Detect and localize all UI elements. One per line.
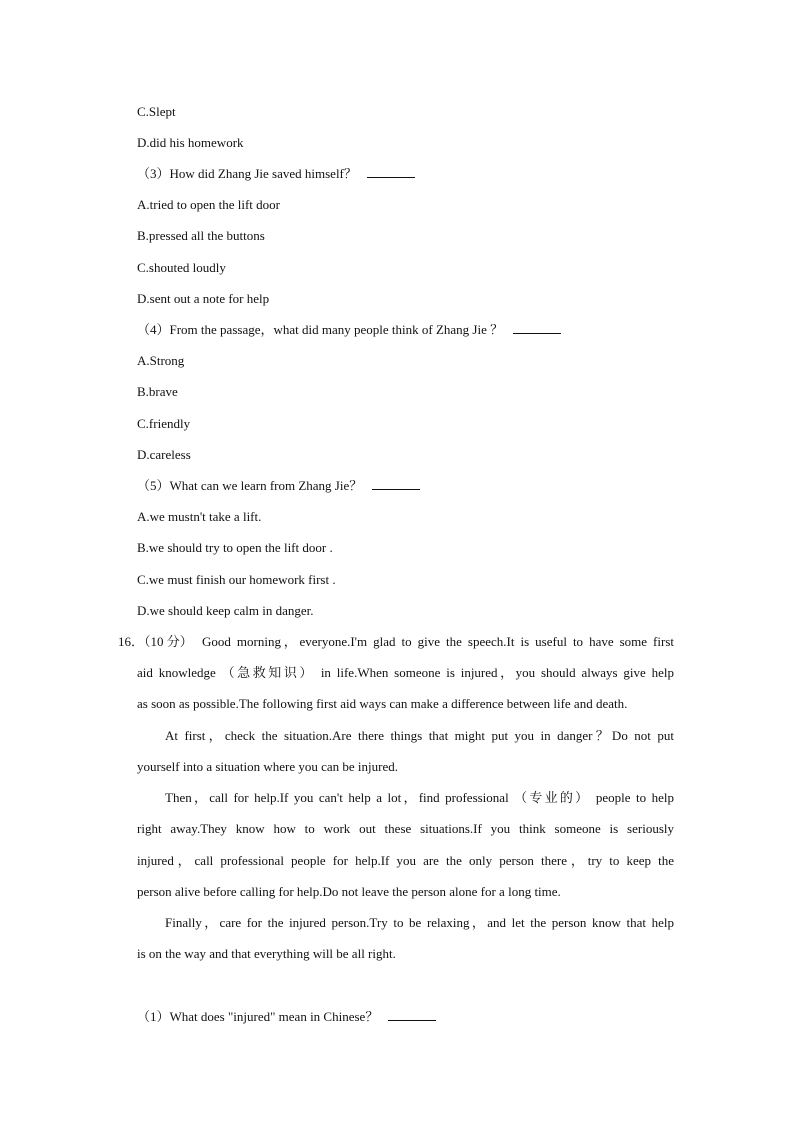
question-line <box>137 322 561 338</box>
answer-blank <box>372 478 420 490</box>
answer-blank <box>367 166 415 178</box>
question-line <box>137 1009 436 1025</box>
option-text: C.shouted loudly <box>137 260 226 275</box>
passage-line: right away.They know how to work out these situations.If you think someone is seriously <box>137 821 674 836</box>
passage-line: At first，check the situation.Are there things that might put you in danger？Do not put <box>165 728 674 743</box>
option-text: B.brave <box>137 384 178 399</box>
answer-blank <box>388 1009 436 1021</box>
question-line <box>137 478 420 494</box>
question-number: 16． <box>118 634 145 649</box>
answer-blank <box>513 322 561 334</box>
option-text: D.careless <box>137 447 191 462</box>
passage-line: injured，call professional people for help.If you are the only person there，try to keep the <box>137 853 674 868</box>
passage-line: yourself into a situation where you can be injured. <box>137 759 399 774</box>
option-text: D.sent out a note for help <box>137 291 270 306</box>
question-text: （4）From the passage，what did many people think of Zhang Jie ？ <box>137 322 504 337</box>
passage-line: person alive before calling for help.Do not leave the person alone for a long time. <box>137 884 561 899</box>
passage-line: Finally，care for the injured person.Try to be relaxing，and let the person know that help <box>165 915 674 930</box>
passage-line: Good morning，everyone.I'm glad to give the speech.It is useful to have some first <box>202 634 674 649</box>
option-text: D.we should keep calm in danger. <box>137 603 314 618</box>
question-text: （3）How did Zhang Jie saved himself？ <box>137 166 357 181</box>
option-text: D.did his homework <box>137 135 244 150</box>
option-text: C.friendly <box>137 416 191 431</box>
option-text: C.we must finish our homework first . <box>137 572 336 587</box>
question-points: （10 分） <box>144 634 193 649</box>
option-text: C.Slept <box>137 104 176 119</box>
option-text: A.we mustn't take a lift. <box>137 509 262 524</box>
question-header <box>118 634 193 650</box>
question-text: （5）What can we learn from Zhang Jie？ <box>137 478 363 493</box>
option-text: B.we should try to open the lift door . <box>137 540 333 555</box>
option-text: A.tried to open the lift door <box>137 197 280 212</box>
passage-line: is on the way and that everything will be all right. <box>137 946 396 961</box>
option-text: A.Strong <box>137 353 185 368</box>
question-text: （1）What does "injured" mean in Chinese？ <box>137 1009 379 1024</box>
passage-line: aid knowledge （急救知识） in life.When someone is injured，you should always give help <box>137 665 674 680</box>
question-line <box>137 166 415 182</box>
passage-line: Then，call for help.If you can't help a lot，find professional （专业的） people to help <box>165 790 674 805</box>
option-text: B.pressed all the buttons <box>137 228 265 243</box>
passage-line: as soon as possible.The following first aid ways can make a difference between life and death. <box>137 696 628 711</box>
